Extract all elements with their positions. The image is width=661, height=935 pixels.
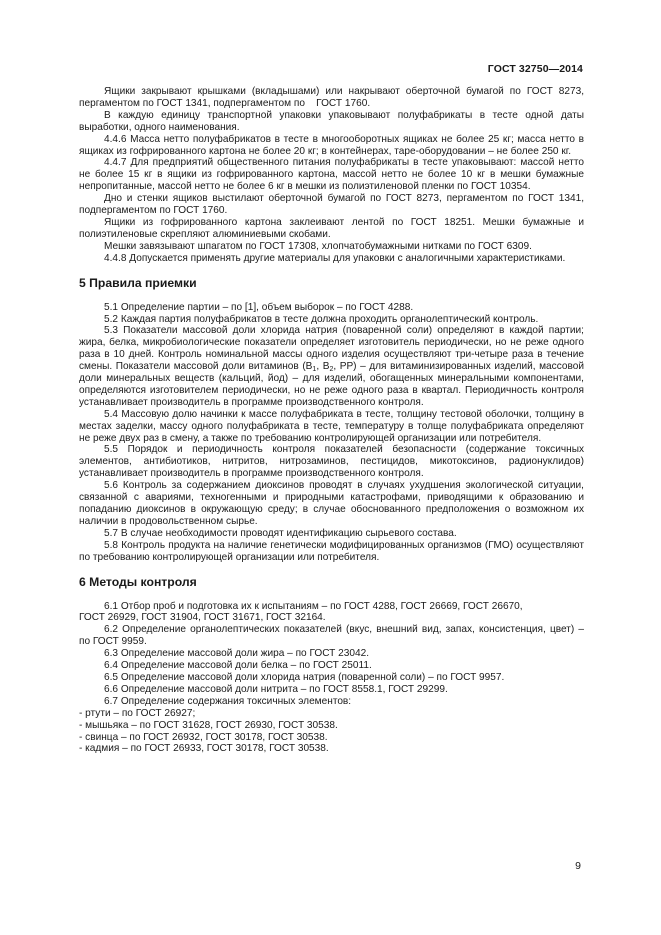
paragraph: 5.5 Порядок и периодичность контроля показателей безопасности (содержание токсичных элементов, антибиотиков, нитритов, нитрозаминов, пестицидов, микотоксинов, радионуклидов) устанавливает производитель в программе производственного контроля. [79,444,587,480]
text-run: , B [316,361,330,373]
list-item: - мышьяка – по ГОСТ 31628, ГОСТ 26930, ГОСТ 30538. [79,719,338,731]
text-run: , PP) – для витаминизированных изделий, массовой доли минеральных веществ (кальций, йод) – для изделий, обогащенных минеральными компонентами, определяются изготовителем периодически, но не реже одного раза в квартал. Периодичность контроля устанавливает производитель в программе производственного контроля. [79,361,587,408]
paragraph: ГОСТ 26929, ГОСТ 31904, ГОСТ 31671, ГОСТ 32164. [79,612,326,624]
paragraph: Мешки завязывают шпагатом по ГОСТ 17308, хлопчатобумажными нитками по ГОСТ 6309. [104,240,532,252]
paragraph: 6.1 Отбор проб и подготовка их к испытаниям – по ГОСТ 4288, ГОСТ 26669, ГОСТ 26670, [104,600,523,612]
subscript: 1 [312,366,317,374]
paragraph: 4.4.7 Для предприятий общественного питания полуфабрикаты в тесте упаковывают: массой нетто не более 15 кг в ящики из гофрированного картона, массой нетто не более 10 кг в мешки бумажные непропитанные, массой нетто не более 6 кг в мешки из полиэтиленовой пленки по ГОСТ 10354. [79,157,587,193]
list-item: - свинца – по ГОСТ 26932, ГОСТ 30178, ГОСТ 30538. [79,731,328,743]
section-heading: 5 Правила приемки [79,275,197,290]
paragraph: 5.1 Определение партии – по [1], объем выборок – по ГОСТ 4288. [104,301,414,313]
list-item: - кадмия – по ГОСТ 26933, ГОСТ 30178, ГОСТ 30538. [79,743,329,755]
subscript: 2 [329,366,334,374]
paragraph: 6.4 Определение массовой доли белка – по ГОСТ 25011. [104,660,372,672]
paragraph: 5.7 В случае необходимости проводят идентификацию сырьевого состава. [104,527,457,539]
paragraph: Ящики из гофрированного картона заклеивают лентой по ГОСТ 18251. Мешки бумажные и полиэтиленовые скрепляют алюминиевыми скобами. [79,216,587,240]
paragraph: 5.2 Каждая партия полуфабрикатов в тесте должна проходить органолептический контроль. [104,313,539,325]
paragraph: 5.4 Массовую долю начинки к массе полуфабриката в тесте, толщину тестовой оболочки, толщину в местах заделки, массу одного полуфабриката в тесте, температуру в толще полуфабриката определяют не реже двух раз в смену, а также по требованию контролирующей организации или потребителя. [79,408,587,444]
paragraph [79,325,587,408]
text-run: 5.3 Показатели массовой доли хлорида натрия (поваренной соли) определяют в каждой партии; жира, белка, микробиологические показатели определяет изготовитель периодически, но не реже одного раза в 10 дней. Контроль номинальной массы одного изделия осуществляют три-четыре раза в течение смены. Показатели массовой доли витаминов (B [79,325,587,373]
paragraph: 6.6 Определение массовой доли нитрита – по ГОСТ 8558.1, ГОСТ 29299. [104,683,448,695]
paragraph: 6.2 Определение органолептических показателей (вкус, внешний вид, запах, консистенция, цвет) – по ГОСТ 9959. [79,624,587,648]
page-content [79,86,587,755]
paragraph: В каждую единицу транспортной упаковки упаковывают полуфабрикаты в тесте одной даты выработки, одного наименования. [79,109,587,133]
paragraph: 6.3 Определение массовой доли жира – по ГОСТ 23042. [104,648,370,660]
paragraph: 6.5 Определение массовой доли хлорида натрия (поваренной соли) – по ГОСТ 9957. [104,671,505,683]
paragraph: 4.4.8 Допускается применять другие материалы для упаковки с аналогичными характеристиками. [104,252,566,264]
standard-header: ГОСТ 32750—2014 [487,63,583,75]
paragraph: 6.7 Определение содержания токсичных элементов: [104,695,352,707]
page-number: 9 [575,860,581,872]
paragraph: Дно и стенки ящиков выстилают оберточной бумагой по ГОСТ 8273, пергаментом по ГОСТ 1341, подпергаментом по ГОСТ 1760. [79,193,587,217]
paragraph: Ящики закрывают крышками (вкладышами) или накрывают оберточной бумагой по ГОСТ 8273, пергаментом по ГОСТ 1341, подпергаментом по ГОСТ 1760. [79,86,587,109]
paragraph: 5.8 Контроль продукта на наличие генетически модифицированных организмов (ГМО) осуществляют по требованию контролирующей организации или потребителя. [79,539,587,563]
paragraph: 4.4.6 Масса нетто полуфабрикатов в тесте в многооборотных ящиках не более 25 кг; масса нетто в ящиках из гофрированного картона не более 20 кг; в контейнерах, таре-оборудовании – не более 250 кг. [79,133,587,157]
paragraph: 5.6 Контроль за содержанием диоксинов проводят в случаях ухудшения экологической ситуации, связанной с авариями, техногенными и природными катастрофами, приводящими к образованию и попаданию диоксинов в окружающую среду; в случае обоснованного предположения о возможном их наличии в продовольственном сырье. [79,480,587,527]
section-heading: 6 Методы контроля [79,574,197,589]
list-item: - ртути – по ГОСТ 26927; [79,707,196,719]
